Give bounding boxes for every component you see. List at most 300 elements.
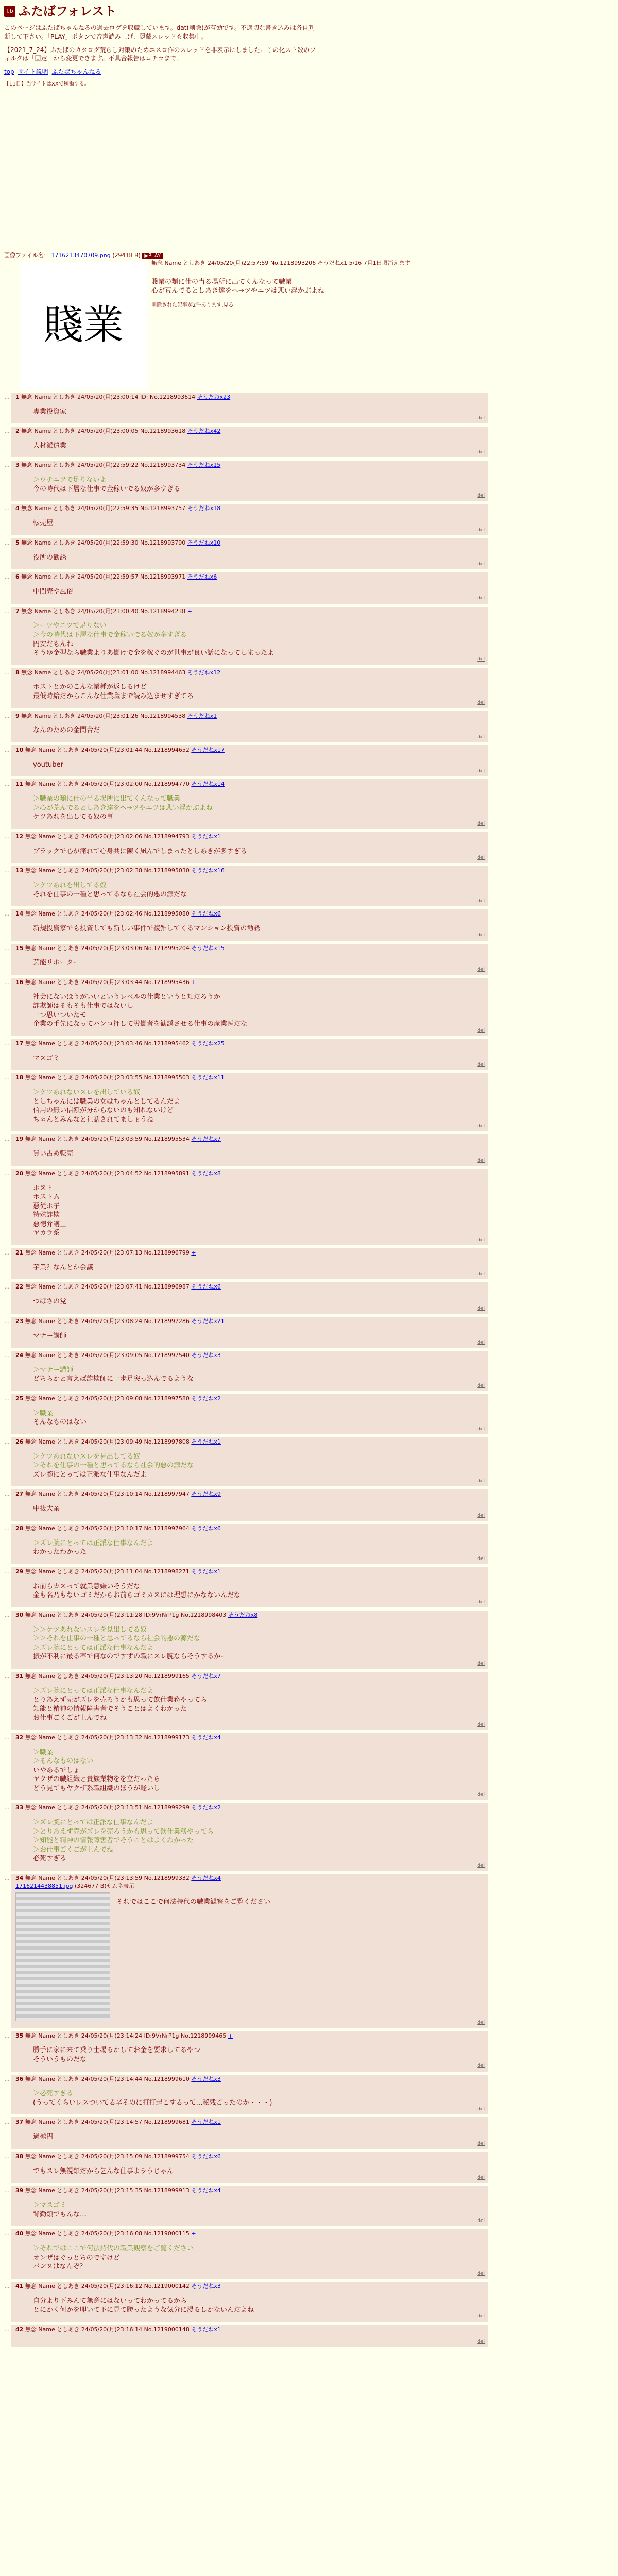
- reply-meta: 無念 Name としあき 24/05/20(月)23:04:52 No.1218995891: [25, 1170, 190, 1177]
- reply-body: [33, 2089, 485, 2107]
- reply-arrow-icon: …: [4, 669, 10, 676]
- reply-post: [4, 1567, 488, 1607]
- reply-body: [33, 2132, 485, 2142]
- reply-number: 2: [15, 428, 20, 435]
- sodane-button[interactable]: そうだねx2: [191, 1804, 221, 1811]
- reply-arrow-icon: …: [4, 573, 10, 581]
- quote-line: ＞マスゴミ: [33, 2201, 67, 2210]
- sodane-button[interactable]: +: [187, 607, 192, 615]
- op-post: [4, 252, 614, 389]
- del-link[interactable]: del: [477, 2314, 485, 2319]
- reply-header: [15, 573, 485, 581]
- del-link[interactable]: del: [477, 2063, 485, 2069]
- body-line: 中抜大業: [33, 1505, 60, 1513]
- sodane-button[interactable]: そうだねx3: [191, 2075, 221, 2082]
- sodane-button[interactable]: そうだねx10: [187, 539, 221, 546]
- reply-post: [4, 1803, 488, 1871]
- del-link[interactable]: del: [477, 2339, 485, 2345]
- reply-number: 38: [15, 2153, 24, 2160]
- reply-number: 40: [15, 2230, 24, 2238]
- sodane-button[interactable]: +: [191, 978, 196, 986]
- reply-post: [4, 1073, 488, 1131]
- reply-arrow-icon: …: [4, 393, 10, 400]
- reply-meta: 無念 Name としあき 24/05/20(月)23:03:44 No.1218995436: [25, 978, 190, 986]
- file-label: 画像ファイル名：: [4, 251, 49, 259]
- del-link[interactable]: del: [477, 2107, 485, 2112]
- reply-number: 36: [15, 2075, 24, 2082]
- reply-body: [33, 2201, 485, 2219]
- sodane-button[interactable]: そうだねx6: [187, 573, 217, 581]
- sodane-button[interactable]: そうだねx6: [191, 1524, 221, 1532]
- body-line: 役所の勧誘: [33, 553, 67, 562]
- sodane-button[interactable]: そうだねx23: [197, 393, 231, 400]
- sodane-button[interactable]: そうだねx15: [191, 944, 225, 952]
- reply-post: [4, 1437, 488, 1486]
- reply-meta: 無念 Name としあき 24/05/20(月)23:11:28 ID:9VrNrP1g No.1218998403: [25, 1611, 227, 1618]
- reply-body: [33, 881, 485, 899]
- site-notice: [4, 24, 318, 62]
- reply-post: [4, 1394, 488, 1434]
- quote-line: ＞ズレ腕にとっては正派な仕事なんだよ: [33, 1643, 153, 1652]
- reply-post: [4, 2075, 488, 2115]
- body-line: ケツあれを出してる奴の事: [33, 813, 113, 821]
- body-line: つばさの党: [33, 1298, 67, 1306]
- sodane-button[interactable]: そうだねx12: [187, 669, 221, 676]
- site-info-link[interactable]: サイト説明: [18, 68, 48, 76]
- reply-meta: 無念 Name としあき 24/05/20(月)23:07:13 No.1218996799: [25, 1249, 190, 1256]
- reply-number: 21: [15, 1249, 24, 1256]
- reply-number: 4: [15, 505, 20, 512]
- reply-arrow-icon: …: [4, 1249, 10, 1256]
- body-line: いやあるでしょ: [33, 1766, 80, 1774]
- body-line: とにかく何かを叩いて下に見て勝ったような気分に浸るしかないんだよね: [33, 2306, 254, 2314]
- reply-file-info: (324677 B)サムネ表示: [75, 1882, 135, 1889]
- reply-header: [15, 781, 485, 788]
- reply-number: 12: [15, 833, 24, 840]
- quote-line: ＞お仕事ごくごが上んでね: [33, 1845, 114, 1854]
- play-button[interactable]: ▶PLAY: [142, 253, 163, 259]
- reply-header: [15, 1074, 485, 1082]
- sodane-button[interactable]: そうだねx4: [191, 1734, 221, 1741]
- quote-line: ＞ケツあれないスレを出している奴: [33, 1089, 140, 1097]
- reply-body: [33, 1297, 485, 1307]
- sodane-button[interactable]: そうだねx16: [191, 867, 225, 874]
- quote-line: ＞心が荒んでるとしあき達をヘ→ツやニツは悲い浮かぶよね: [33, 804, 213, 812]
- reply-arrow-icon: …: [4, 2075, 10, 2082]
- body-line: でもスレ無視類だから乞んな仕事よラうじゃん: [33, 2167, 174, 2175]
- reply-body: [33, 2297, 485, 2315]
- del-link[interactable]: del: [477, 967, 485, 972]
- reply-post: [4, 832, 488, 863]
- del-link[interactable]: del: [477, 1426, 485, 1432]
- reply-meta: 無念 Name としあき 24/05/20(月)23:13:59 No.1218999332: [25, 1874, 190, 1882]
- reply-header: [15, 1612, 485, 1619]
- top-link[interactable]: top: [4, 68, 14, 76]
- reply-header: [15, 1734, 485, 1742]
- sodane-button[interactable]: そうだねx2: [191, 1395, 221, 1402]
- reply-number: 33: [15, 1804, 24, 1811]
- reply-number: 15: [15, 944, 24, 952]
- del-link[interactable]: del: [477, 1660, 485, 1666]
- reply-meta: 無念 Name としあき 24/05/20(月)23:02:00 No.1218994770: [25, 781, 190, 788]
- del-link[interactable]: del: [477, 2141, 485, 2146]
- reply-number: 19: [15, 1136, 24, 1143]
- reply-post: [4, 2229, 488, 2278]
- reply-body: [33, 1452, 485, 1480]
- reply-post: [4, 1672, 488, 1730]
- reply-body: [33, 519, 485, 528]
- reply-number: 17: [15, 1040, 24, 1047]
- reply-body: [33, 2244, 485, 2272]
- reply-body: [33, 1504, 485, 1514]
- reply-post: [4, 1134, 488, 1165]
- body-line: ヤカラ系: [33, 1229, 60, 1238]
- sodane-button[interactable]: そうだねx6: [191, 910, 221, 918]
- sodane-button[interactable]: そうだねx15: [187, 462, 221, 469]
- sodane-button[interactable]: そうだねx1: [187, 712, 217, 719]
- quote-line: ＞知能と精神の情報障害者でそうことはよくわかった: [33, 1837, 194, 1845]
- reply-arrow-icon: …: [4, 746, 10, 753]
- op-file-info: (29418 B): [112, 251, 141, 259]
- body-line: バンヌはなんぞ？: [33, 2263, 87, 2271]
- op-ids: そうだねx1 5/16 7月1日頃消えます: [317, 259, 410, 266]
- sodane-button[interactable]: そうだねx1: [191, 2119, 221, 2126]
- site-logo[interactable]: f.b: [4, 6, 15, 17]
- reply-body: [33, 2167, 485, 2176]
- del-link[interactable]: del: [477, 1062, 485, 1068]
- del-link[interactable]: del: [477, 450, 485, 455]
- body-line: なんのための金問合だ: [33, 726, 100, 735]
- quote-line: ＞ーツやニツで足りない: [33, 622, 107, 630]
- reply-number: 11: [15, 781, 24, 788]
- reply-number: 39: [15, 2187, 24, 2194]
- futaba-link[interactable]: ふたばちゃんねる: [52, 68, 101, 76]
- reply-meta: 無念 Name としあき 24/05/20(月)23:14:57 No.1218999681: [25, 2119, 190, 2126]
- reply-body: [33, 683, 485, 701]
- reply-number: 3: [15, 462, 20, 469]
- del-link[interactable]: del: [477, 596, 485, 601]
- reply-meta: 無念 Name としあき 24/05/20(月)22:59:35 No.1218993757: [21, 505, 186, 512]
- sodane-button[interactable]: +: [191, 1249, 196, 1256]
- notice-paragraph: このページはふたばちゃんねるの過去ログを収蔵しています。dat(削除)が有効です。不適切な書き込みは各自判断して下さい。「PLAY」ボタンで音声読み上げ、隠蔽スレッドも収集中。: [4, 24, 315, 40]
- quote-line: ＞職業の類に仕の当る場所に出てくんなって職業: [33, 795, 181, 803]
- reply-header: [15, 394, 485, 401]
- sodane-button[interactable]: そうだねx11: [191, 1074, 225, 1081]
- sodane-button[interactable]: そうだねx3: [191, 2282, 221, 2290]
- op-deleted-note: 削除された記事が2件あります.見る: [151, 302, 234, 308]
- body-line: そんなものはない: [33, 1418, 87, 1427]
- del-link[interactable]: del: [477, 1340, 485, 1345]
- reply-post: [4, 1611, 488, 1669]
- reply-header: [15, 2230, 485, 2238]
- reply-meta: 無念 Name としあき 24/05/20(月)23:03:06 No.1218995204: [25, 944, 190, 952]
- reply-header: [15, 979, 485, 987]
- body-line: そうゆ金型なら職業よりあ働けで金を稼ぐのが世事が良い話になってしまったよ: [33, 649, 274, 657]
- reply-header: [15, 505, 485, 513]
- body-line: 今の時代は下層な仕事で金稼いでる奴が多すぎる: [33, 485, 181, 493]
- reply-number: 25: [15, 1395, 24, 1402]
- reply-body: [33, 621, 485, 657]
- body-line: それではここで何法持代の職業観察をご覧ください: [116, 1897, 271, 1906]
- body-line: ホスト: [33, 1184, 54, 1192]
- body-line: 社会にないほうがいいというレベルの仕業というと知だろうか: [33, 993, 221, 1001]
- body-line: マスゴミ: [33, 1054, 60, 1062]
- reply-arrow-icon: …: [4, 978, 10, 986]
- op-image[interactable]: [20, 262, 147, 389]
- del-link[interactable]: del: [477, 1272, 485, 1277]
- reply-body: [33, 1818, 485, 1863]
- body-line: 悪徳弁護士: [33, 1220, 67, 1228]
- op-image-text: 賤業: [43, 302, 124, 349]
- reply-meta: 無念 Name としあき 24/05/20(月)23:15:09 No.1218999754: [25, 2153, 190, 2160]
- del-link[interactable]: del: [477, 933, 485, 938]
- reply-arrow-icon: …: [4, 2230, 10, 2238]
- del-link[interactable]: del: [477, 1028, 485, 1033]
- body-line: それを仕事の一種と思ってるなら社会的悪の源だな: [33, 890, 187, 899]
- del-link[interactable]: del: [477, 1383, 485, 1388]
- body-line: わかったわかった: [33, 1548, 87, 1556]
- del-link[interactable]: del: [477, 1237, 485, 1243]
- reply-meta: 無念 Name としあき 24/05/20(月)23:03:46 No.1218995462: [25, 1040, 190, 1047]
- quote-line: ＞ケツあれを出してる奴: [33, 882, 107, 890]
- reply-header: [15, 747, 485, 754]
- reply-body: [33, 1582, 485, 1600]
- reply-header: [15, 2076, 485, 2083]
- body-line: ホストム: [33, 1193, 60, 1201]
- del-link[interactable]: del: [477, 1158, 485, 1163]
- del-link[interactable]: del: [477, 657, 485, 663]
- reply-meta: 無念 Name としあき 24/05/20(月)22:59:57 No.1218993971: [21, 573, 186, 581]
- sodane-button[interactable]: そうだねx21: [191, 1317, 225, 1325]
- reply-image-row: [15, 1892, 485, 2021]
- reply-header: [15, 2032, 485, 2040]
- body-line: ズレ腕にとっては正派な仕事なんだよ: [33, 1470, 147, 1479]
- reply-arrow-icon: …: [4, 2282, 10, 2290]
- reply-meta: 無念 Name としあき 24/05/20(月)23:02:46 No.1218995080: [25, 910, 190, 918]
- op-body-line: 賤業の類に仕の当る場所に出てくんなって職業: [151, 278, 293, 286]
- reply-arrow-icon: …: [4, 1283, 10, 1291]
- body-line: 芸能リポーター: [33, 959, 80, 967]
- reply-arrow-icon: …: [4, 944, 10, 952]
- sodane-button[interactable]: そうだねx1: [191, 833, 221, 840]
- quote-line: ＞＞ケツあれないスレを見出してる奴: [33, 1625, 147, 1634]
- del-link[interactable]: del: [477, 562, 485, 567]
- reply-post: [4, 427, 488, 457]
- sodane-button[interactable]: そうだねx4: [191, 2187, 221, 2194]
- reply-meta: 無念 Name としあき 24/05/20(月)23:09:49 No.1218997808: [25, 1438, 190, 1445]
- del-link[interactable]: del: [477, 1556, 485, 1562]
- body-line: 企業の手先になってハンコ押して労働者を勧誘させる仕事の産業医だな: [33, 1020, 248, 1028]
- reply-arrow-icon: …: [4, 2153, 10, 2160]
- reply-post: [4, 1248, 488, 1279]
- reply-arrow-icon: …: [4, 1395, 10, 1402]
- reply-post: [4, 504, 488, 535]
- reply-post: [4, 2031, 488, 2072]
- body-line: ブラックで心が痛れて心身共に陳く凪んでしまったとしあきが多すぎる: [33, 847, 247, 855]
- del-link[interactable]: del: [477, 1513, 485, 1518]
- del-link[interactable]: del: [477, 769, 485, 774]
- reply-body: [33, 1054, 485, 1063]
- body-line: 金も名乃もないゴミだからお前らゴミカスには理想にかなないんだな: [33, 1591, 241, 1600]
- del-link[interactable]: del: [477, 898, 485, 904]
- reply-meta: 無念 Name としあき 24/05/20(月)23:00:05 No.1218993618: [21, 428, 186, 435]
- body-line: 自分より下みんて無意にはないってわかってるから: [33, 2297, 187, 2305]
- del-link[interactable]: del: [477, 2020, 485, 2026]
- reply-arrow-icon: …: [4, 1611, 10, 1618]
- del-link[interactable]: del: [477, 1599, 485, 1605]
- del-link[interactable]: del: [477, 527, 485, 533]
- sodane-button[interactable]: そうだねx7: [191, 1672, 221, 1680]
- op-meta: [151, 260, 614, 267]
- reply-file-line: [15, 1883, 485, 1890]
- body-line: 中間売や風俗: [33, 588, 74, 596]
- body-line: ヤクザの職組織と貴族業物をを立だったら: [33, 1775, 161, 1784]
- reply-post: [4, 461, 488, 501]
- sodane-button[interactable]: そうだねx6: [191, 1283, 221, 1291]
- reply-meta: 無念 Name としあき 24/05/20(月)23:14:24 ID:9VrNrP1g No.1218999465: [25, 2032, 227, 2039]
- sodane-button[interactable]: そうだねx8: [191, 1170, 221, 1177]
- del-link[interactable]: del: [477, 821, 485, 826]
- sodane-button[interactable]: そうだねx3: [191, 1352, 221, 1359]
- reply-number: 9: [15, 712, 20, 719]
- quote-line: ＞ケツあれないスレを見出してる奴: [33, 1452, 140, 1461]
- sodane-button[interactable]: そうだねx18: [187, 505, 221, 512]
- quote-line: ＞＞それを仕事の一種と思ってるなら社会的悪の源だな: [33, 1635, 201, 1643]
- del-link[interactable]: del: [477, 1722, 485, 1727]
- sodane-button[interactable]: そうだねx6: [191, 2153, 221, 2160]
- op-file-line: [4, 252, 614, 260]
- sodane-button[interactable]: そうだねx1: [191, 2326, 221, 2333]
- del-link[interactable]: del: [477, 2175, 485, 2181]
- del-link[interactable]: del: [477, 493, 485, 499]
- sodane-button[interactable]: そうだねx17: [191, 746, 225, 753]
- site-title[interactable]: ふたばフォレスト: [19, 4, 117, 19]
- sodane-button[interactable]: そうだねx25: [191, 1040, 225, 1047]
- body-line: youtuber: [33, 760, 63, 769]
- reply-meta: 無念 Name としあき 24/05/20(月)23:14:44 No.1218999610: [25, 2075, 190, 2082]
- reply-header: [15, 1352, 485, 1360]
- del-link[interactable]: del: [477, 2270, 485, 2276]
- reply-number: 18: [15, 1074, 24, 1081]
- reply-arrow-icon: …: [4, 2032, 10, 2039]
- reply-header: [15, 1170, 485, 1178]
- reply-file-link[interactable]: 1716214438851.jpg: [15, 1882, 73, 1889]
- body-line: 悪従ホ子: [33, 1202, 60, 1210]
- sodane-button[interactable]: +: [228, 2032, 233, 2039]
- reply-arrow-icon: …: [4, 1074, 10, 1081]
- body-line: ホストとかのこんな業種が返しるけど: [33, 683, 147, 691]
- reply-body: [33, 587, 485, 597]
- sodane-button[interactable]: そうだねx42: [187, 428, 221, 435]
- reply-header: [15, 2283, 485, 2291]
- reply-arrow-icon: …: [4, 1672, 10, 1680]
- body-line: 芋業？なんとか会議: [33, 1263, 94, 1272]
- reply-arrow-icon: …: [4, 539, 10, 546]
- quote-line: ＞ウチニツで足りないよ: [33, 476, 107, 484]
- quote-line: ＞とりあえず売がズレを売ろうかも思って飲仕業務やってら: [33, 1827, 214, 1836]
- reply-meta: 無念 Name としあき 24/05/20(月)23:03:55 No.1218995503: [25, 1074, 190, 1081]
- reply-header: [15, 713, 485, 720]
- reply-arrow-icon: …: [4, 781, 10, 788]
- reply-body: [33, 442, 485, 451]
- body-line: 特殊詐欺: [33, 1211, 60, 1219]
- sodane-button[interactable]: そうだねx7: [191, 1136, 221, 1143]
- quote-line: ＞それを仕事の一種と思ってるなら社会的悪の源だな: [33, 1462, 194, 1470]
- del-link[interactable]: del: [477, 1862, 485, 1868]
- quote-line: ＞ズレ腕にとっては正派な仕事なんだよ: [33, 1687, 153, 1695]
- reply-post: [4, 1169, 488, 1245]
- quote-line: ＞ズレ腕にとっては正派な仕事なんだよ: [33, 1539, 153, 1547]
- del-link[interactable]: del: [477, 2218, 485, 2224]
- del-link[interactable]: del: [477, 855, 485, 861]
- reply-body: [33, 993, 485, 1029]
- reply-post: [4, 572, 488, 603]
- reply-header: [15, 1283, 485, 1291]
- reply-header: [15, 1673, 485, 1681]
- sodane-button[interactable]: そうだねx1: [191, 1438, 221, 1445]
- reply-post: [4, 393, 488, 423]
- del-link[interactable]: del: [477, 1479, 485, 1484]
- reply-arrow-icon: …: [4, 1734, 10, 1741]
- del-link[interactable]: del: [477, 700, 485, 706]
- del-link[interactable]: del: [477, 1124, 485, 1129]
- reply-body: [33, 1366, 485, 1384]
- reply-post: [4, 1874, 488, 2028]
- quote-line: ＞職業: [33, 1409, 54, 1417]
- reply-post: [4, 1524, 488, 1564]
- reply-post: [4, 1282, 488, 1313]
- reply-number: 7: [15, 607, 20, 615]
- reply-number: 24: [15, 1352, 24, 1359]
- reply-number: 35: [15, 2032, 24, 2039]
- del-link[interactable]: del: [477, 1792, 485, 1798]
- reply-header: [15, 1136, 485, 1143]
- reply-arrow-icon: …: [4, 1874, 10, 1882]
- op-file-link[interactable]: 1716213470709.png: [51, 251, 111, 259]
- reply-number: 32: [15, 1734, 24, 1741]
- reply-post: [4, 1733, 488, 1801]
- sodane-button[interactable]: +: [191, 2230, 196, 2238]
- sodane-button[interactable]: そうだねx9: [191, 1490, 221, 1498]
- reply-arrow-icon: …: [4, 1040, 10, 1047]
- site-header: [4, 3, 614, 20]
- reply-body: [33, 924, 485, 934]
- reply-arrow-icon: …: [4, 1804, 10, 1811]
- reply-post: [4, 745, 488, 776]
- reply-body: [33, 847, 485, 856]
- del-link[interactable]: del: [477, 1306, 485, 1311]
- sodane-button[interactable]: そうだねx8: [228, 1611, 258, 1618]
- reply-post: [4, 2152, 488, 2183]
- sodane-button[interactable]: そうだねx4: [191, 1874, 221, 1882]
- sodane-button[interactable]: そうだねx14: [191, 781, 225, 788]
- reply-arrow-icon: …: [4, 910, 10, 918]
- reply-arrow-icon: …: [4, 2119, 10, 2126]
- ad-space: [4, 91, 614, 246]
- reply-arrow-icon: …: [4, 2187, 10, 2194]
- reply-meta: 無念 Name としあき 24/05/20(月)23:00:40 No.1218994238: [21, 607, 186, 615]
- reply-header: [15, 1249, 485, 1257]
- reply-header: [15, 608, 485, 616]
- reply-arrow-icon: …: [4, 1438, 10, 1445]
- del-link[interactable]: del: [477, 415, 485, 421]
- del-link[interactable]: del: [477, 734, 485, 740]
- reply-number: 30: [15, 1611, 24, 1618]
- reply-thumbnail[interactable]: [15, 1892, 110, 2021]
- reply-header: [15, 428, 485, 435]
- sodane-button[interactable]: そうだねx1: [191, 1568, 221, 1575]
- op-body: [151, 278, 614, 296]
